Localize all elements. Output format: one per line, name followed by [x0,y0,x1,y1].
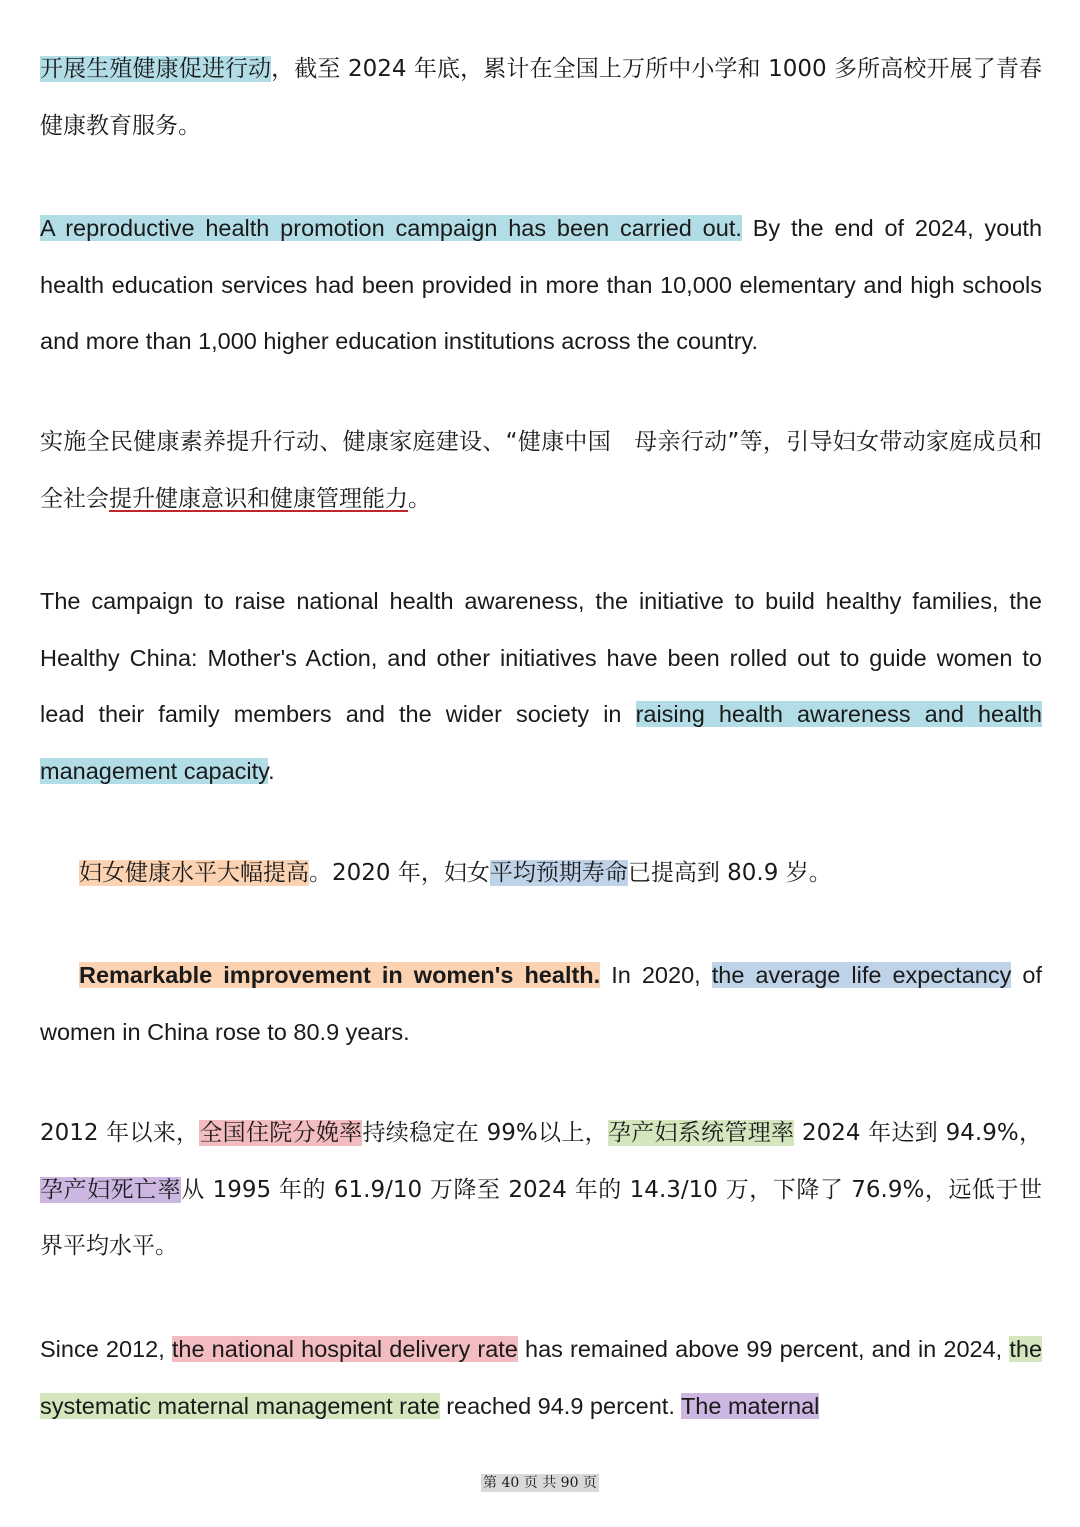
paragraph-text: ，截至 2024 年底，累计在全国上万所中小学和 1000 多所高校开展了青春健康教育服务。 [40,56,1042,139]
paragraph-text: 从 1995 年的 61.9/10 万降至 2024 年的 14.3/10 万，下降了 76.9%，远低于世界平均水平。 [40,1176,1042,1259]
paragraph-zh-life-expectancy [40,845,1042,902]
highlight-life-expectancy-en: the average life expectancy [711,962,1012,988]
highlight-maternal-mortality-zh: 孕产妇死亡率 [40,1176,182,1203]
highlight-maternal-management-en: the systematic maternal management rate [40,1336,1043,1419]
highlight-hospital-delivery-zh: 全国住院分娩率 [199,1120,363,1146]
paragraph-text: 。 [408,485,431,512]
page-footer [0,1474,1080,1492]
highlight-womens-health-zh: 妇女健康水平大幅提高 [79,860,309,886]
highlight-maternal-mortality-en: The maternal [680,1392,820,1419]
paragraph-zh-health-literacy [40,414,1042,527]
paragraph-en-health-literacy [40,573,1042,799]
underline-health-awareness-zh: 提升健康意识和健康管理能力 [109,485,408,512]
paragraph-text: has remained above 99 percent, and in 2024, [517,1336,1010,1362]
paragraph-text: By the end of 2024, youth health education services had been provided in more than 10,000 elementary and high schools and more than 1,000 higher education institutions across the country. [40,215,1043,354]
paragraph-text: . [268,757,275,784]
paragraph-en-life-expectancy [40,947,1042,1060]
highlight-hospital-delivery-en: the national hospital delivery rate [171,1336,518,1362]
highlight-reproductive-campaign-en: A reproductive health promotion campaign has been carried out. [40,215,742,241]
paragraph-text: 。2020 年，妇女 [309,860,490,886]
highlight-life-expectancy-zh: 平均预期寿命 [489,860,628,886]
paragraph-zh-reproductive-health [40,41,1042,154]
paragraph-text: 已提高到 80.9 岁。 [627,860,832,886]
paragraph-text: 实施全民健康素养提升行动、健康家庭建设、“健康中国 母亲行动”等，引导妇女带动家庭成员和全社会 [40,429,1042,512]
paragraph-text: The campaign to raise national health awareness, the initiative to build healthy families, the Healthy China: Mother's Action, and other initiatives have been rolled out to guide women to lead their family members and the wider society in [40,588,1042,727]
paragraph-text: 持续稳定在 99%以上， [362,1120,608,1146]
highlight-reproductive-campaign-zh: 开展生殖健康促进行动 [40,56,272,82]
paragraph-en-reproductive-health [40,200,1042,370]
paragraph-text: In 2020, [600,962,712,988]
paragraph-zh-maternal-health [40,1105,1042,1275]
paragraph-text: 2024 年达到 94.9%， [794,1120,1043,1146]
highlight-health-awareness-en: raising health awareness and health management capacity [40,701,1042,784]
paragraph-text: 2012 年以来， [40,1120,200,1146]
page-number: 第 40 页 共 90 页 [483,1475,597,1491]
paragraph-text: reached 94.9 percent. [439,1392,681,1419]
highlight-womens-health-en: Remarkable improvement in women's health. [79,962,601,988]
highlight-maternal-management-zh: 孕产妇系统管理率 [607,1120,795,1146]
paragraph-text: Since 2012, [40,1336,172,1362]
paragraph-text: of women in China rose to 80.9 years. [40,962,1042,1045]
paragraph-en-maternal-health [40,1321,1042,1434]
